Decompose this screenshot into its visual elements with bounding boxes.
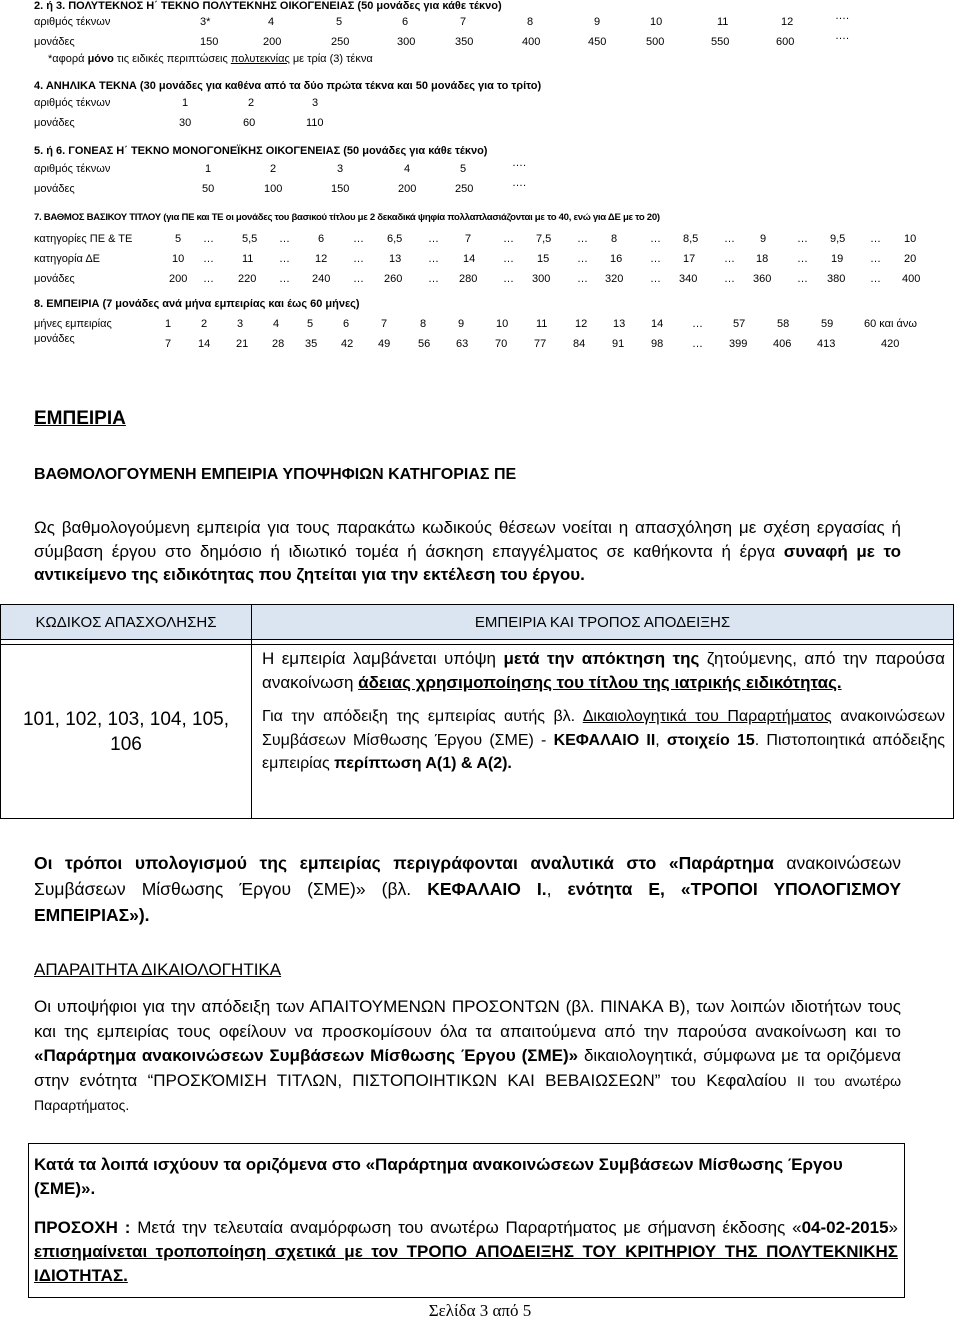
cell: 3	[337, 163, 344, 175]
cell: 10	[904, 233, 917, 245]
cell: 14	[198, 338, 211, 350]
intro-bold: συναφή με το αντικείμενο της ειδικότητας που ζητείται για την εκτέλεση του έργου.	[34, 541, 901, 584]
cell: 150	[331, 183, 350, 195]
codes-cell	[1, 645, 252, 819]
dots: …	[279, 253, 290, 265]
cell: 4	[404, 163, 411, 175]
cell: 10	[172, 253, 185, 265]
cell: 50	[202, 183, 215, 195]
cell: 406	[773, 338, 792, 350]
cell: 110	[306, 117, 324, 129]
cell: 15	[537, 253, 550, 265]
dots: …	[650, 253, 661, 265]
cell: 9,5	[830, 233, 846, 245]
text-bold: στοιχείο 15	[666, 731, 755, 749]
experience-table	[0, 604, 954, 819]
cell: 10	[496, 318, 509, 330]
cell: 19	[831, 253, 844, 265]
cell: 260	[384, 273, 403, 285]
notice-box	[28, 1143, 905, 1298]
cell: 5,5	[242, 233, 258, 245]
cell: 77	[534, 338, 547, 350]
cell: 6	[402, 16, 409, 28]
req-text: ΙΙ του ανωτέρω Παραρτήματος.	[34, 1072, 901, 1113]
intro-text: Ως βαθμολογούμενη εμπειρία για τους παρακάτω κωδικούς θέσεων νοείται η απασχόληση με σχέση εργασίας ή σύμβαση έργου στο δημόσιο ή ιδιωτικό τομέα ή άσκηση επαγγέλματος σε καθήκοντα ή έργα	[34, 518, 901, 561]
text-bold: περίπτωση Α(1) & Α(2).	[334, 755, 512, 772]
header-experience: ΕΜΠΕΙΡΙΑ ΚΑΙ ΤΡΟΠΟΣ ΑΠΟΔΕΙΞΗΣ	[252, 605, 954, 640]
cell: 11	[242, 253, 254, 265]
cell: 49	[378, 338, 391, 350]
cell: 8,5	[683, 233, 699, 245]
cell: 600	[776, 36, 795, 48]
cell: 98	[651, 338, 664, 350]
calc-text: ΚΕΦΑΛΑΙΟ Ι.	[427, 879, 547, 899]
warning-date: 04-02-2015	[801, 1218, 889, 1237]
row-label: μονάδες	[34, 117, 75, 129]
cell: 2	[201, 318, 208, 330]
cell: 400	[522, 36, 541, 48]
text: . Πιστοποιητικά απόδειξης εμπειρίας	[262, 731, 946, 772]
cell: …	[692, 318, 703, 330]
cell: 30	[179, 117, 192, 129]
notice-warning	[34, 1216, 898, 1288]
cell: 28	[272, 338, 285, 350]
cell: 5	[336, 16, 343, 28]
cell: 1	[182, 97, 189, 109]
s7-pe-row	[0, 233, 960, 247]
dots: …	[503, 273, 514, 285]
cell: 16	[610, 253, 623, 265]
cell: 60	[243, 117, 256, 129]
cell: 17	[683, 253, 696, 265]
row-label: αριθμός τέκνων	[34, 16, 111, 28]
dots: …	[428, 253, 439, 265]
experience-cell	[252, 645, 954, 819]
table-row	[1, 645, 954, 819]
dots: …	[650, 233, 661, 245]
text: ανακοινώσεων Συμβάσεων Μίσθωσης Έργου (ΣΜΕ) -	[262, 708, 945, 749]
cell: 100	[264, 183, 283, 195]
row-label: μονάδες	[34, 333, 75, 345]
cell: 420	[881, 338, 900, 350]
section-8-heading: 8. ΕΜΠΕΙΡΙΑ (7 μονάδες ανά μήνα εμπειρίας και έως 60 μήνες)	[34, 298, 360, 310]
cell: 300	[397, 36, 416, 48]
cell: 20	[904, 253, 917, 265]
s4-children-row	[0, 97, 960, 111]
text: Η εμπειρία λαμβάνεται υπόψη	[262, 649, 504, 668]
cell: 7,5	[536, 233, 552, 245]
cell: 59	[821, 318, 834, 330]
cell: 7	[381, 318, 388, 330]
s2-note	[48, 53, 373, 65]
cell: 200	[398, 183, 417, 195]
cell: 70	[495, 338, 508, 350]
cell: 11	[536, 318, 548, 330]
cell: 5	[460, 163, 467, 175]
cell: 35	[305, 338, 318, 350]
notice-line: Κατά τα λοιπά ισχύουν τα οριζόμενα στο «Παράρτημα ανακοινώσεων Συμβάσεων Μίσθωσης Έργου (ΣΜΕ)».	[34, 1155, 843, 1198]
ellipsis: ….	[512, 157, 527, 169]
note-text: τις ειδικές περιπτώσεις	[113, 53, 231, 65]
dots: …	[428, 233, 439, 245]
s7-points-row	[0, 273, 960, 287]
header-code: ΚΩΔΙΚΟΣ ΑΠΑΣΧΟΛΗΣΗΣ	[1, 605, 252, 640]
cell: 42	[341, 338, 354, 350]
section-7-heading: 7. ΒΑΘΜΟΣ ΒΑΣΙΚΟΥ ΤΙΤΛΟΥ (για ΠΕ και ΤΕ οι μονάδες του βασικού τίτλου με 2 δεκαδικά ψηφία πολλαπλασιάζονται με το 40, ενώ για ΔΕ με το 20)	[34, 212, 660, 223]
row-label: κατηγορία ΔΕ	[34, 253, 100, 265]
row-label: αριθμός τέκνων	[34, 163, 111, 175]
cell: 3*	[200, 16, 211, 28]
dots: …	[577, 233, 588, 245]
calc-text: ανακοινώσεων Συμβάσεων Μίσθωσης Έργου (ΣΜΕ)»	[34, 853, 901, 899]
cell: 320	[605, 273, 624, 285]
calc-text: (βλ.	[365, 879, 428, 899]
experience-p1	[262, 645, 945, 695]
row-label: μονάδες	[34, 273, 75, 285]
cell: 3	[237, 318, 244, 330]
codes-text: 101, 102, 103, 104, 105, 106	[22, 708, 229, 755]
cell: 12	[781, 16, 794, 28]
cell: 14	[463, 253, 476, 265]
experience-subtitle: ΒΑΘΜΟΛΟΓΟΥΜΕΝΗ ΕΜΠΕΙΡΙΑ ΥΠΟΨΗΦΙΩΝ ΚΑΤΗΓΟΡΙΑΣ ΠΕ	[34, 466, 517, 483]
s5-points-row	[0, 177, 960, 197]
req-bold: «Παράρτημα ανακοινώσεων Συμβάσεων Μίσθωσης Έργου (ΣΜΕ)»	[34, 1046, 579, 1065]
row-label: μήνες εμπειρίας	[34, 318, 112, 330]
dots: …	[870, 273, 881, 285]
s2-points-row	[0, 30, 960, 50]
cell: 5	[307, 318, 314, 330]
dots: …	[203, 233, 214, 245]
req-text: Οι υποψήφιοι για την απόδειξη των ΑΠΑΙΤΟΥΜΕΝΩΝ ΠΡΟΣΟΝΤΩΝ (βλ. ΠΙΝΑΚΑ Β), των λοιπών ιδιοτήτων τους και της εμπειρίας τους οφείλουν να προσκομίσουν όλα τα απαιτούμενα από την παρούσα ανακοίνωση και το	[34, 997, 901, 1041]
dots: …	[428, 273, 439, 285]
cell: 2	[248, 97, 255, 109]
dots: …	[724, 233, 735, 245]
cell: 350	[455, 36, 474, 48]
cell: 84	[573, 338, 586, 350]
cell: 360	[753, 273, 772, 285]
cell: 240	[312, 273, 331, 285]
s7-de-row	[0, 253, 960, 267]
req-text: δικαιολογητικά, σύμφωνα με τα οριζόμενα στην ενότητα “ΠΡΟΣΚΌΜΙΣΗ ΤΙΤΛΩΝ, ΠΙΣΤΟΠΟΙΗΤΙΚΩΝ ΚΑΙ ΒΕΒΑΙΩΣΕΩΝ” του Κεφαλαίου	[34, 1046, 901, 1090]
cell: 12	[315, 253, 328, 265]
row-label: μονάδες	[34, 183, 75, 195]
cell: 550	[711, 36, 730, 48]
ellipsis: ….	[835, 30, 850, 42]
dots: …	[577, 253, 588, 265]
dots: …	[353, 233, 364, 245]
cell: 6	[343, 318, 350, 330]
page-footer: Σελίδα 3 από 5	[428, 1301, 532, 1320]
warning-bold-underline: επισημαίνεται τροποποίηση σχετικά με τον ΤΡΟΠΟ ΑΠΟΔΕΙΞΗΣ ΤΟΥ ΚΡΙΤΗΡΙΟΥ ΤΗΣ ΠΟΛΥΤΕΚΝΙΚΗΣ ΙΔΙΟΤΗΤΑΣ.	[34, 1242, 898, 1285]
calc-text: Οι τρόποι υπολογισμού της εμπειρίας περιγράφονται αναλυτικά στο «Παράρτημα	[34, 853, 787, 873]
text: ,	[655, 731, 667, 749]
cell: 11	[717, 16, 729, 28]
cell: …	[692, 338, 703, 350]
required-docs-text	[34, 995, 901, 1118]
cell: 56	[418, 338, 431, 350]
ellipsis: ….	[512, 177, 527, 189]
cell: 1	[165, 318, 172, 330]
cell: 9	[458, 318, 465, 330]
cell: 413	[817, 338, 836, 350]
dots: …	[279, 273, 290, 285]
section-5-heading: 5. ή 6. ΓΟΝΕΑΣ Η΄ ΤΕΚΝΟ ΜΟΝΟΓΟΝΕΪΚΗΣ ΟΙΚΟΓΕΝΕΙΑΣ (50 μονάδες για κάθε τέκνο)	[34, 145, 488, 157]
cell: 58	[777, 318, 790, 330]
dots: …	[797, 233, 808, 245]
calc-methods	[34, 850, 901, 928]
cell: 7	[465, 233, 472, 245]
text-bold: μετά την απόκτηση της	[503, 649, 700, 668]
dots: …	[353, 253, 364, 265]
text-underline: Δικαιολογητικά του Παραρτήματος	[582, 708, 832, 725]
cell: 4	[268, 16, 275, 28]
dots: …	[503, 253, 514, 265]
cell: 10	[650, 16, 663, 28]
cell: 150	[200, 36, 219, 48]
note-underline: πολυτεκνίας	[230, 53, 290, 65]
calc-text: ,	[546, 879, 568, 899]
cell: 5	[175, 233, 182, 245]
cell: 12	[575, 318, 588, 330]
dots: …	[203, 253, 214, 265]
cell: 7	[165, 338, 172, 350]
section-2-heading: 2. ή 3. ΠΟΛΥΤΕΚΝΟΣ Η΄ ΤΕΚΝΟ ΠΟΛΥΤΕΚΝΗΣ ΟΙΚΟΓΕΝΕΙΑΣ (50 μονάδες για κάθε τέκνο)	[34, 0, 502, 12]
s8-months-row	[0, 318, 960, 332]
dots: …	[203, 273, 214, 285]
ellipsis: ….	[835, 10, 850, 22]
dots: …	[650, 273, 661, 285]
cell: 340	[679, 273, 698, 285]
dots: …	[870, 253, 881, 265]
warning-label: ΠΡΟΣΟΧΗ :	[34, 1218, 131, 1237]
calc-text: ενότητα Ε, «ΤΡΟΠΟΙ ΥΠΟΛΟΓΙΣΜΟΥ ΕΜΠΕΙΡΙΑΣ»).	[34, 879, 901, 925]
cell: 8	[611, 233, 618, 245]
s8-points-row	[0, 338, 960, 352]
warning-text: Μετά την τελευταία αναμόρφωση του ανωτέρω Παραρτήματος με σήμανση έκδοσης «	[130, 1218, 802, 1237]
dots: …	[724, 253, 735, 265]
cell: 9	[594, 16, 601, 28]
dots: …	[797, 273, 808, 285]
row-label: αριθμός τέκνων	[34, 97, 111, 109]
cell: 220	[238, 273, 257, 285]
cell: 280	[459, 273, 478, 285]
dots: …	[577, 273, 588, 285]
experience-intro	[34, 516, 901, 587]
cell: 7	[460, 16, 467, 28]
cell: 2	[270, 163, 277, 175]
dots: …	[503, 233, 514, 245]
cell: 300	[532, 273, 551, 285]
warning-text: »	[888, 1218, 899, 1237]
s4-points-row	[0, 117, 960, 131]
cell: 13	[389, 253, 402, 265]
s2-children-row	[0, 10, 960, 30]
cell: 500	[646, 36, 665, 48]
cell: 4	[273, 318, 280, 330]
required-docs-title: ΑΠΑΡΑΙΤΗΤΑ ΔΙΚΑΙΟΛΟΓΗΤΙΚΑ	[34, 960, 282, 979]
cell: 18	[756, 253, 769, 265]
cell: 8	[420, 318, 427, 330]
cell: 399	[729, 338, 748, 350]
cell: 14	[651, 318, 664, 330]
cell: 63	[456, 338, 469, 350]
dots: …	[870, 233, 881, 245]
cell: 400	[902, 273, 921, 285]
experience-title: ΕΜΠΕΙΡΙΑ	[34, 408, 126, 429]
cell: 3	[312, 97, 319, 109]
section-4-heading: 4. ΑΝΗΛΙΚΑ ΤΕΚΝΑ (30 μονάδες για καθένα από τα δύο πρώτα τέκνα και 50 μονάδες για το τρίτο)	[34, 80, 542, 92]
text-bold: ΚΕΦΑΛΑΙΟ ΙΙ	[553, 731, 656, 749]
dots: …	[724, 273, 735, 285]
cell: 380	[827, 273, 846, 285]
s5-children-row	[0, 157, 960, 177]
dots: …	[279, 233, 290, 245]
note-bold: μόνο	[87, 53, 114, 65]
cell: 60 και άνω	[864, 318, 917, 330]
cell: 200	[263, 36, 282, 48]
cell: 91	[612, 338, 625, 350]
dots: …	[353, 273, 364, 285]
cell: 8	[527, 16, 534, 28]
cell: 250	[455, 183, 474, 195]
row-label: κατηγορίες ΠΕ & ΤΕ	[34, 233, 133, 245]
note-text: με τρία (3) τέκνα	[289, 53, 373, 65]
text: Για την απόδειξη της εμπειρίας αυτής βλ.	[262, 708, 583, 725]
table-header-row	[1, 605, 954, 640]
cell: 21	[236, 338, 249, 350]
cell: 13	[613, 318, 626, 330]
cell: 450	[588, 36, 607, 48]
cell: 250	[331, 36, 350, 48]
cell: 1	[205, 163, 212, 175]
cell: 200	[169, 273, 188, 285]
cell: 6	[318, 233, 325, 245]
text-bold-underline: άδειας χρησιμοποίησης του τίτλου της ιατρικής ειδικότητας.	[358, 673, 842, 692]
cell: 9	[760, 233, 767, 245]
cell: 6,5	[387, 233, 403, 245]
cell: 57	[733, 318, 746, 330]
row-label: μονάδες	[34, 36, 75, 48]
dots: …	[797, 253, 808, 265]
experience-p2	[262, 705, 945, 776]
note-text: *αφορά	[48, 53, 88, 65]
text: ζητούμενης, από την παρούσα ανακοίνωση	[262, 649, 946, 692]
